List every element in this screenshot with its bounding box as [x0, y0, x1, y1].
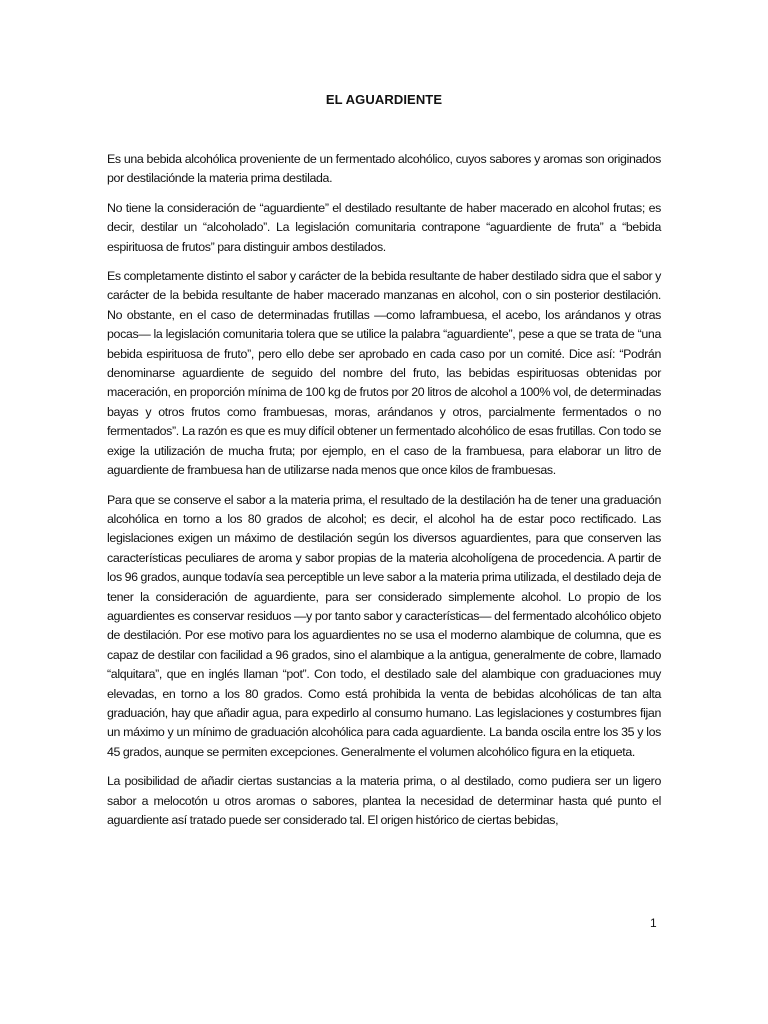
- paragraph-2: No tiene la consideración de “aguardiente” el destilado resultante de haber macerado en alcohol frutas; es decir, destilar un “alcoholado”. La legislación comunitaria contrapone “aguardiente de fruta” a “bebida espirituosa de frutos” para distinguir ambos destilados.: [107, 200, 661, 254]
- page-number: 1: [650, 916, 657, 930]
- document-title: EL AGUARDIENTE: [325, 92, 443, 107]
- paragraph-5: La posibilidad de añadir ciertas sustancias a la materia prima, o al destilado, como pudiera ser un ligero sabor a melocotón u otros aromas o sabores, plantea la necesidad de determinar hasta qué punto el aguardiente así tratado puede ser considerado tal. El origen histórico de ciertas bebidas,: [107, 774, 661, 827]
- paragraph-4: Para que se conserve el sabor a la materia prima, el resultado de la destilación ha de tener una graduación alcohólica en torno a los 80 grados de alcohol; es decir, el alcohol ha de estar poco rectificado. Las legislaciones exigen un máximo de destilación según los diversos aguardientes, para que conserven las características peculiares de aroma y sabor propias de la materia alcoholígena de procedencia. A partir de los 96 grados, aunque todavía sea perceptible un leve sabor a la materia prima utilizada, el destilado deja de tener la consideración de aguardiente, para ser considerado simplemente alcohol. Lo propio de los aguardientes es conservar residuos —y por tanto sabor y características— del fermentado alcohólico objeto de destilación. Por ese motivo para los aguardientes no se usa el moderno alambique de columna, que es capaz de destilar con facilidad a 96 grados, sino el alambique a la antigua, generalmente de cobre, llamado “alquitara”, que en inglés llaman “pot”. Con todo, el destilado sale del alambique con graduaciones muy elevadas, en torno a los 80 grados. Como está prohibida la venta de bebidas alcohólicas de tan alta graduación, hay que añadir agua, para expedirlo al consumo humano. Las legislaciones y costumbres fijan un máximo y un mínimo de graduación alcohólica para cada aguardiente. La banda oscila entre los 35 y los 45 grados, aunque se permiten excepciones. Generalmente el volumen alcohólico figura en la etiqueta.: [107, 492, 661, 759]
- paragraph-1: Es una bebida alcohólica proveniente de un fermentado alcohólico, cuyos sabores y aromas son originados por destilaciónde la materia prima destilada.: [107, 152, 661, 186]
- document-body: [107, 150, 661, 840]
- paragraph-3: Es completamente distinto el sabor y carácter de la bebida resultante de haber destilado sidra que el sabor y carácter de la bebida resultante de haber macerado manzanas en alcohol, con o sin posterior destilación. No obstante, en el caso de determinadas frutillas —como laframbuesa, el acebo, los arándanos y otras pocas— la legislación comunitaria tolera que se utilice la palabra “aguardiente”, pese a que se trata de “una bebida espirituosa de fruto”, pero ello debe ser aprobado en cada caso por un comité. Dice así: “Podrán denominarse aguardiente de seguido del nombre del fruto, las bebidas espirituosas obtenidas por maceración, en proporción mínima de 100 kg de frutos por 20 litros de alcohol a 100% vol, de determinadas bayas y otros frutos como frambuesas, moras, arándanos y otros, parcialmente fermentados o no fermentados”. La razón es que es muy difícil obtener un fermentado alcohólico de esas frutillas. Con todo se exige la utilización de mucha fruta; por ejemplo, en el caso de la frambuesa, para elaborar un litro de aguardiente de frambuesa han de utilizarse nada menos que once kilos de frambuesas.: [107, 269, 661, 478]
